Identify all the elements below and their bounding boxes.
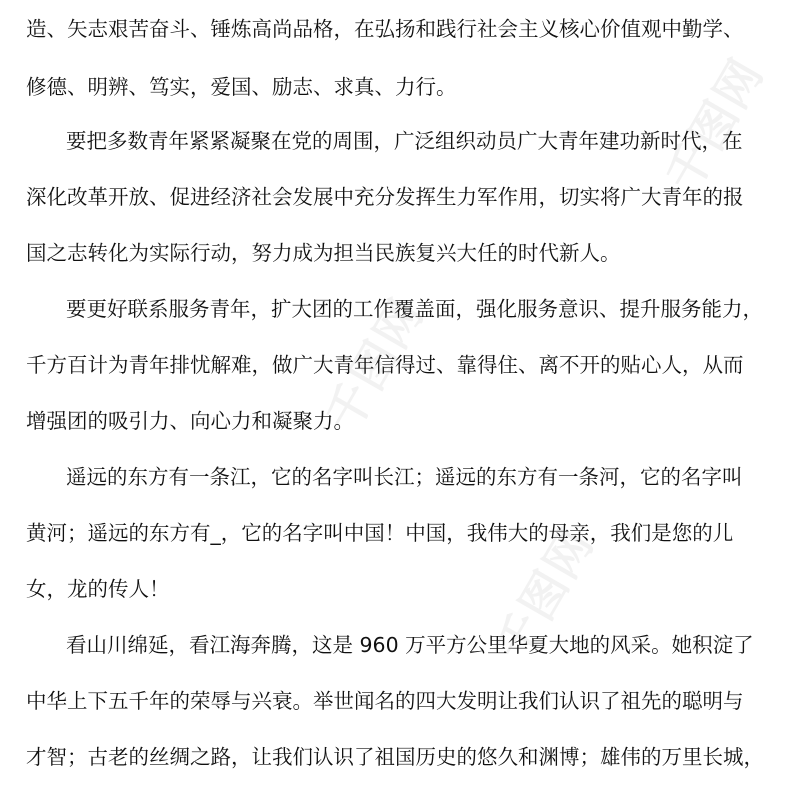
text-line: 深化改革开放、促进经济社会发展中充分发挥生力军作用，切实将广大青年的报 [26, 185, 744, 209]
text-line: 国之志转化为实际行动，努力成为担当民族复兴大任的时代新人。 [26, 241, 621, 265]
paragraph-first-line: 看山川绵延，看江海奔腾，这是 960 万平方公里华夏大地的风采。她积淀了 [66, 633, 754, 657]
text-line: 女，龙的传人！ [26, 577, 170, 601]
text-line: 千方百计为青年排忧解难，做广大青年信得过、靠得住、离不开的贴心人，从而 [26, 353, 744, 377]
text-line: 修德、明辨、笃实，爱国、励志、求真、力行。 [26, 75, 457, 99]
text-line: 造、矢志艰苦奋斗、锤炼高尚品格，在弘扬和践行社会主义核心价值观中勤学、 [26, 17, 744, 41]
paragraph-first-line: 要更好联系服务青年，扩大团的工作覆盖面，强化服务意识、提升服务能力， [66, 297, 763, 321]
watermark: 千图网 [485, 518, 604, 671]
watermark: 千图网 [315, 288, 434, 441]
paragraph-first-line: 要把多数青年紧紧凝聚在党的周围，广泛组织动员广大青年建功新时代，在 [66, 129, 743, 153]
paragraph-first-line: 遥远的东方有一条江，它的名字叫长江；遥远的东方有一条河，它的名字叫 [66, 465, 743, 489]
watermark: 千图网 [655, 48, 774, 201]
text-line: 增强团的吸引力、向心力和凝聚力。 [26, 409, 354, 433]
text-line: 才智；古老的丝绸之路，让我们认识了祖国历史的悠久和渊博；雄伟的万里长城， [26, 745, 764, 769]
text-line: 中华上下五千年的荣辱与兴衰。举世闻名的四大发明让我们认识了祖先的聪明与 [26, 689, 744, 713]
text-line: 黄河；遥远的东方有_，它的名字叫中国！中国，我伟大的母亲，我们是您的儿 [26, 521, 734, 545]
